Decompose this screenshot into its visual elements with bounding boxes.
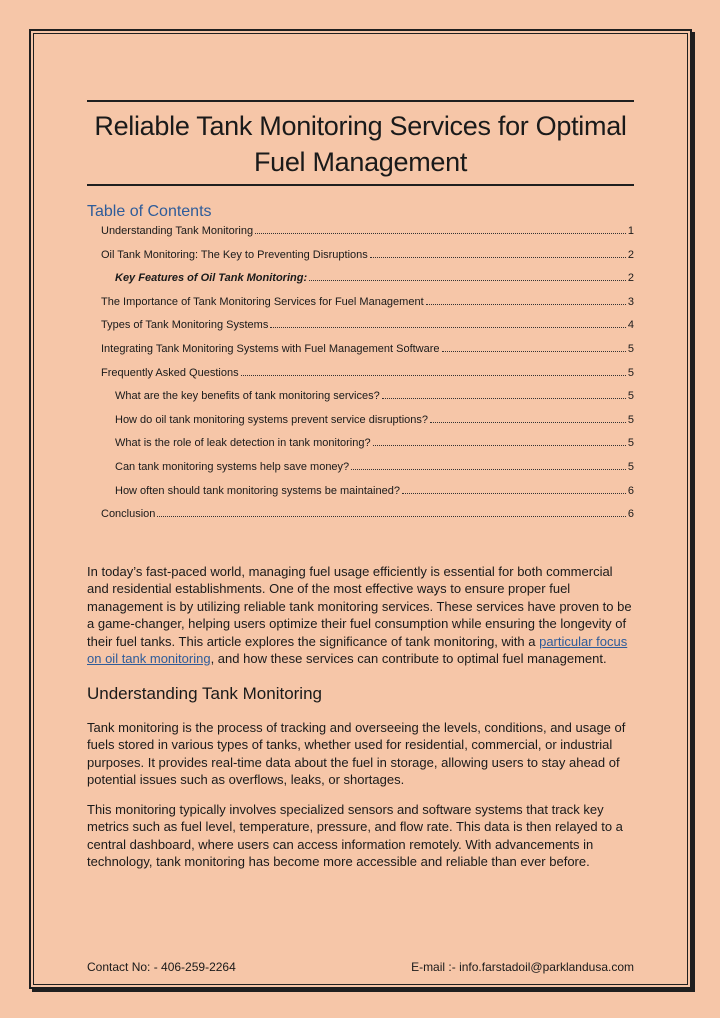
toc-leader-dots [370,257,626,258]
footer-contact: Contact No: - 406-259-2264 [87,960,236,974]
toc-entry-label: How often should tank monitoring systems be maintained? [115,484,400,497]
toc-entry-page: 2 [627,272,634,285]
toc-entry-page: 4 [627,319,634,332]
document-content [87,100,634,871]
toc-entry[interactable] [87,507,634,531]
intro-text-before-link: In today’s fast-paced world, managing fuel usage efficiently is essential for both commercial and residential establishments. One of the most effective ways to ensure proper fuel management is by utilizing reliable tank monitoring services. These services have proven to be a game-changer, helping users optimize their fuel consumption while ensuring the longevity of their fuel tanks. This article explores the significance of tank monitoring, with a [87,563,632,649]
toc-entry-page: 5 [627,413,634,426]
toc-heading: Table of Contents [87,203,212,220]
toc-leader-dots [442,351,626,352]
toc-entry[interactable] [87,366,634,390]
intro-text-after-link: , and how these services can contribute to optimal fuel management. [210,651,607,667]
toc-leader-dots [430,422,626,423]
toc-entry[interactable] [87,318,634,342]
toc-leader-dots [241,375,626,376]
section-heading: Understanding Tank Monitoring [87,683,322,703]
section-paragraph-1: Tank monitoring is the process of tracking and overseeing the levels, conditions, and usage of fuels stored in various types of tanks, whether used for residential, commercial, or industrial purposes. It provides real-time data about the fuel in storage, allowing users to stay ahead of potential issues such as overflows, leaks, or shortages. [87,719,626,788]
toc-entry[interactable] [87,436,634,460]
toc-entry-label: Can tank monitoring systems help save money? [115,460,350,473]
toc-entry-label: Conclusion [101,508,156,521]
toc-entry-label: What are the key benefits of tank monitoring services? [115,390,380,403]
toc-entry[interactable] [87,389,634,413]
toc-entry-page: 6 [627,508,634,521]
toc-entry[interactable] [87,484,634,508]
toc-leader-dots [402,493,626,494]
toc-entry-label: The Importance of Tank Monitoring Services for Fuel Management [101,295,424,308]
toc-entry-page: 5 [627,366,634,379]
toc-entry-page: 5 [627,460,634,473]
toc-entry[interactable] [87,271,634,295]
toc-entry-label: Types of Tank Monitoring Systems [101,319,269,332]
toc-entry-page: 5 [627,390,634,403]
toc-leader-dots [351,469,626,470]
toc-leader-dots [255,233,626,234]
toc-entry-label: What is the role of leak detection in tank monitoring? [115,437,371,450]
toc-entry[interactable] [87,224,634,248]
toc-leader-dots [426,304,626,305]
toc-entry-label: Oil Tank Monitoring: The Key to Preventing Disruptions [101,248,368,261]
title-block [87,100,634,186]
toc-entry-label: Understanding Tank Monitoring [101,225,254,237]
toc-entry-page: 6 [627,484,634,497]
toc-entry[interactable] [87,460,634,484]
intro-paragraph [87,563,634,668]
toc-entry-page: 5 [627,342,634,355]
toc-entry-label: How do oil tank monitoring systems prevent service disruptions? [115,413,429,426]
toc-entry[interactable] [87,295,634,319]
toc-entry-page: 1 [627,225,634,237]
toc-leader-dots [270,327,626,328]
section-paragraph-2: This monitoring typically involves specialized sensors and software systems that track key metrics such as fuel level, temperature, pressure, and flow rate. This data is then relayed to a central dashboard, where users can access information remotely. With advancements in technology, tank monitoring has become more accessible and reliable than ever before. [87,801,623,870]
toc-entry[interactable] [87,342,634,366]
toc-entry-label: Frequently Asked Questions [101,366,239,379]
toc-leader-dots [309,280,626,281]
toc-leader-dots [373,445,626,446]
toc-entry-page: 2 [627,248,634,261]
table-of-contents [87,224,634,531]
toc-leader-dots [157,516,625,517]
footer-email: E-mail :- info.farstadoil@parklandusa.com [411,960,634,974]
toc-entry[interactable] [87,248,634,272]
toc-leader-dots [382,398,626,399]
document-title: Reliable Tank Monitoring Services for Optimal Fuel Management [94,111,627,177]
toc-entry-label: Integrating Tank Monitoring Systems with Fuel Management Software [101,342,440,355]
oil-tank-monitoring-link[interactable]: particular focus on oil tank monitoring [87,633,628,667]
toc-entry-label: Key Features of Oil Tank Monitoring: [115,272,308,285]
page-footer [87,960,634,974]
toc-entry-page: 5 [627,437,634,450]
toc-entry[interactable] [87,413,634,437]
toc-entry-page: 3 [627,295,634,308]
